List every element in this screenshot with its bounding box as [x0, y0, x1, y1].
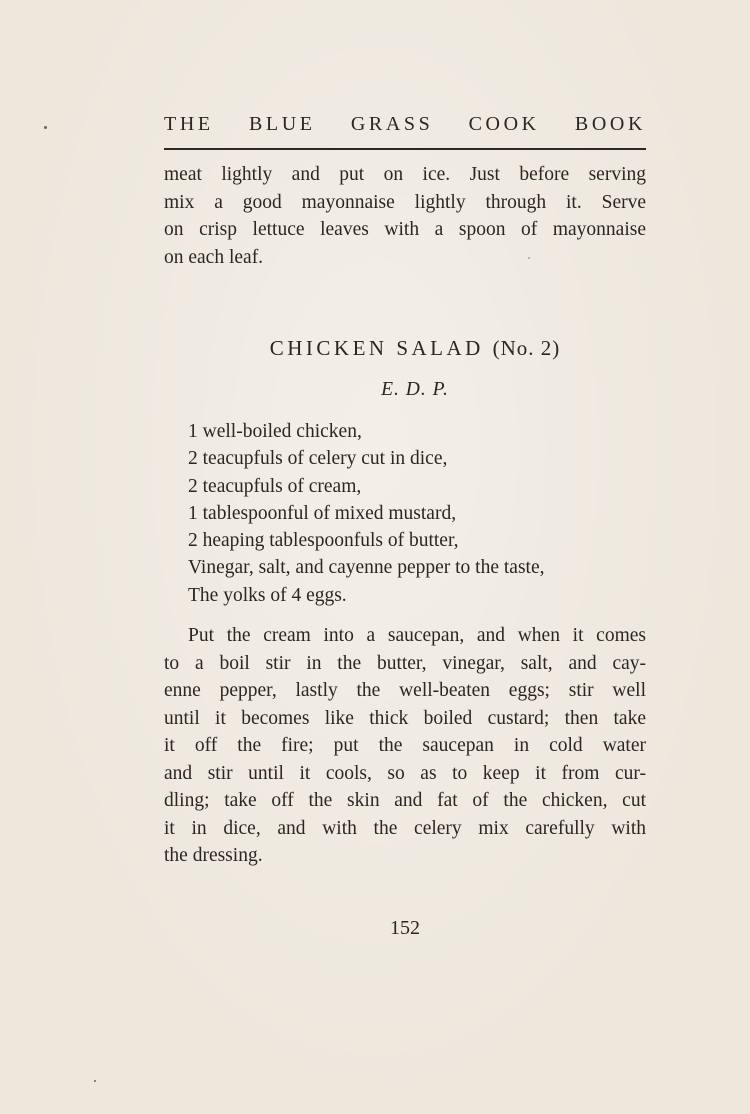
ingredient-item: Vinegar, salt, and cayenne pepper to the taste, — [188, 557, 545, 579]
ingredient-item: 2 teacupfuls of celery cut in dice, — [188, 448, 448, 470]
recipe-title-number: (No. 2) — [492, 336, 561, 360]
paper-speck — [528, 257, 530, 259]
text-line: enne pepper, lastly the well-beaten eggs; stir well — [164, 680, 646, 701]
ingredient-list — [188, 418, 544, 609]
text-line: Put the cream into a saucepan, and when it comes — [188, 625, 646, 646]
text-line: on each leaf. — [164, 246, 264, 268]
recipe-source: E. D. P. — [381, 379, 449, 400]
running-head: THE BLUE GRASS COOK BOOK — [164, 113, 646, 135]
paper-speck — [44, 126, 47, 129]
text-line: on crisp lettuce leaves with a spoon of mayonnaise — [164, 219, 646, 240]
text-line: until it becomes like thick boiled custard; then take — [164, 707, 646, 729]
text-line: and stir until it cools, so as to keep it from cur- — [164, 762, 646, 784]
text-line: it off the fire; put the saucepan in cold water — [164, 735, 646, 756]
ingredient-item: 1 well-boiled chicken, — [188, 421, 362, 442]
continued-paragraph — [164, 161, 646, 271]
page-number: 152 — [390, 917, 420, 939]
text-line: it in dice, and with the celery mix carefully with — [164, 817, 646, 839]
recipe-title — [164, 336, 646, 361]
text-line: mix a good mayonnaise lightly through it. Serve — [164, 191, 646, 213]
ingredient-item: The yolks of 4 eggs. — [188, 584, 347, 606]
text-line: dling; take off the skin and fat of the chicken, cut — [164, 790, 646, 811]
text-line: to a boil stir in the butter, vinegar, salt, and cay- — [164, 652, 646, 674]
ingredient-item: 1 tablespoonful of mixed mustard, — [188, 502, 457, 524]
ingredient-item: 2 heaping tablespoonfuls of butter, — [188, 530, 459, 552]
ingredient-item: 2 teacupfuls of cream, — [188, 475, 362, 497]
text-line: meat lightly and put on ice. Just before serving — [164, 164, 646, 185]
paper-speck — [94, 1080, 96, 1082]
header-rule — [164, 148, 646, 150]
text-line: the dressing. — [164, 845, 263, 866]
method-paragraph — [164, 622, 646, 870]
recipe-title-text: CHICKEN SALAD — [269, 336, 484, 360]
